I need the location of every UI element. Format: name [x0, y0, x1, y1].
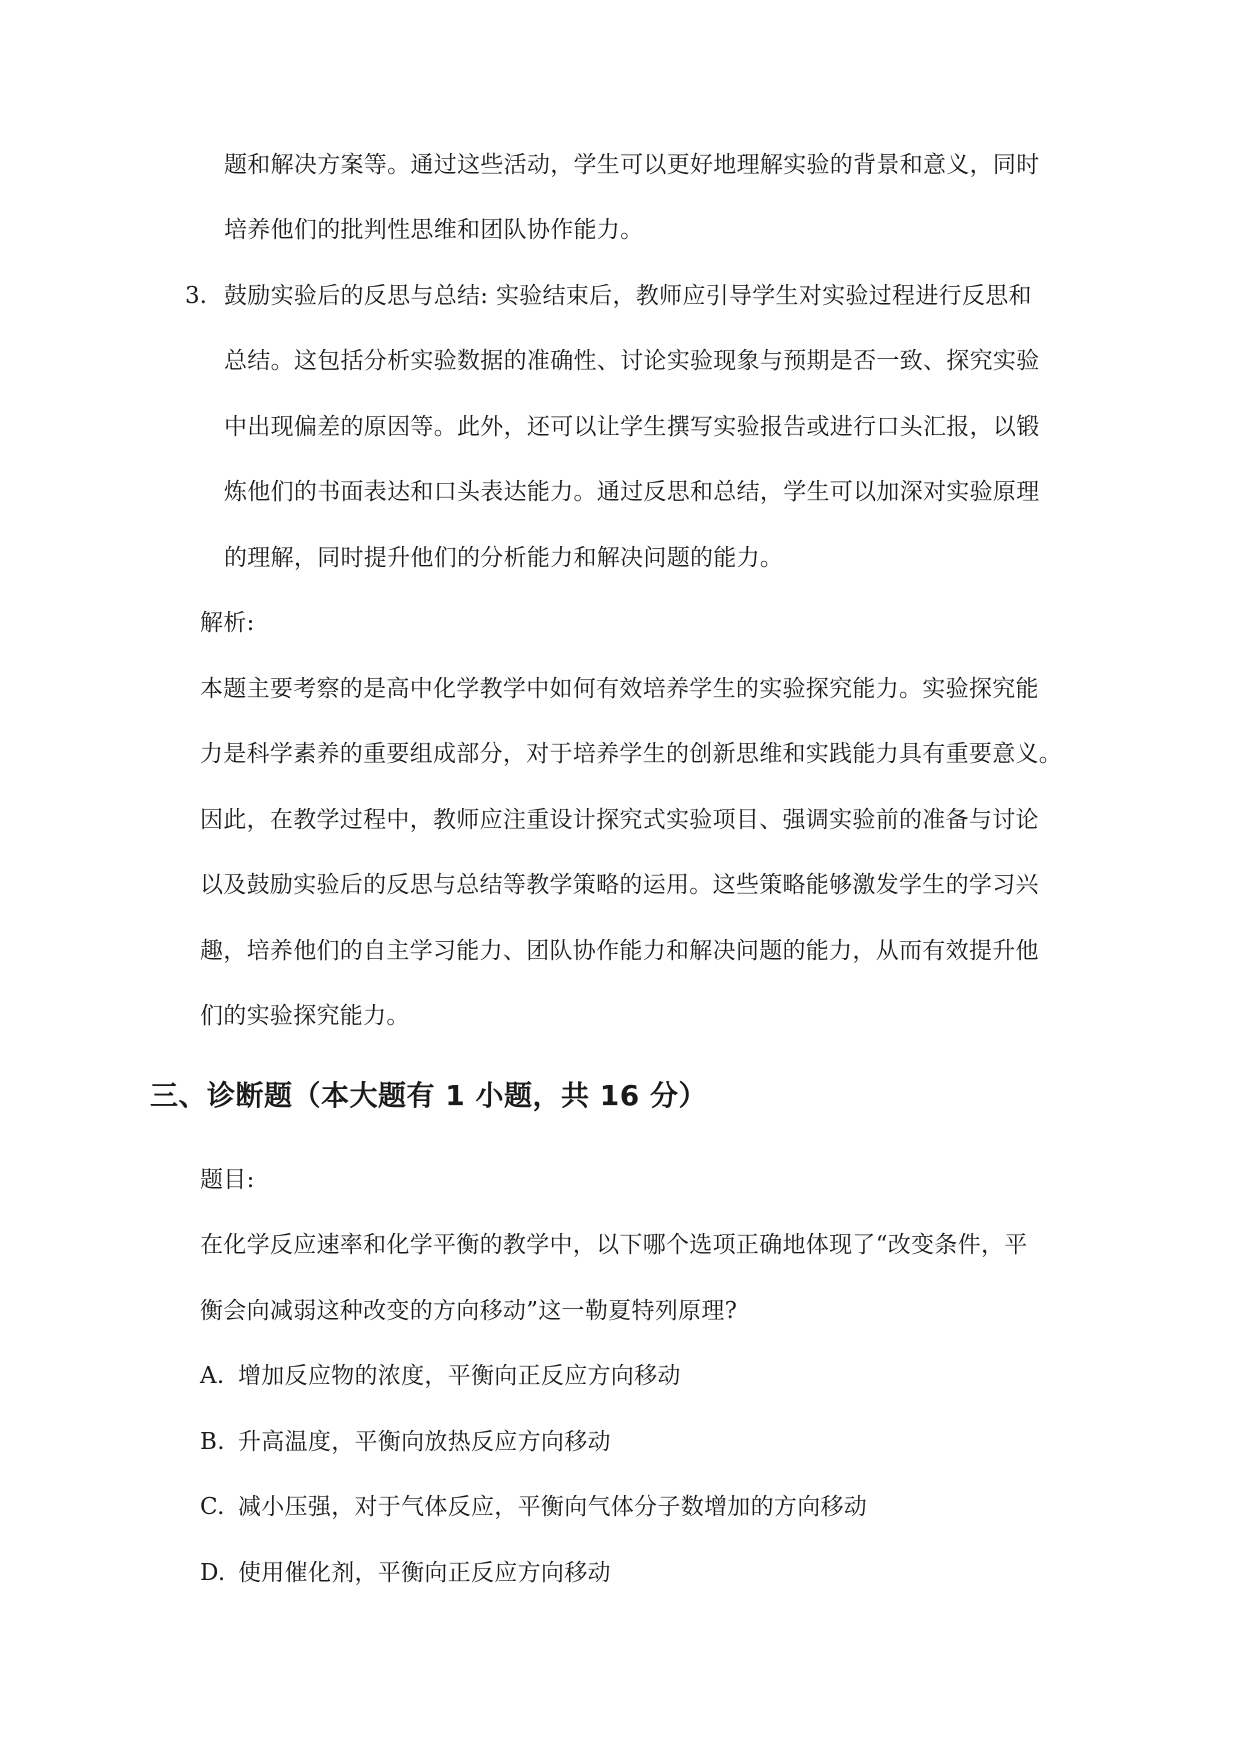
- analysis-line: 以及鼓励实验后的反思与总结等教学策略的运用。这些策略能够激发学生的学习兴: [200, 872, 1039, 898]
- question-line: 衡会向减弱这种改变的方向移动”这一勒夏特列原理?: [200, 1298, 738, 1324]
- option-text: 减小压强，对于气体反应，平衡向气体分子数增加的方向移动: [238, 1494, 868, 1520]
- option-b: [200, 1425, 611, 1459]
- section-heading: 三、诊断题（本大题有 1 小题，共 16 分）: [150, 1079, 707, 1112]
- option-letter: A.: [200, 1363, 225, 1389]
- list-item-line: 中出现偏差的原因等。此外，还可以让学生撰写实验报告或进行口头汇报，以锻: [224, 414, 1040, 440]
- option-d: [200, 1556, 611, 1590]
- analysis-line: 因此，在教学过程中，教师应注重设计探究式实验项目、强调实验前的准备与讨论: [200, 807, 1039, 833]
- option-text: 升高温度，平衡向放热反应方向移动: [238, 1429, 611, 1455]
- analysis-line: 本题主要考察的是高中化学教学中如何有效培养学生的实验探究能力。实验探究能: [200, 676, 1039, 702]
- option-text: 增加反应物的浓度，平衡向正反应方向移动: [238, 1363, 681, 1389]
- list-item-line: 总结。这包括分析实验数据的准确性、讨论实验现象与预期是否一致、探究实验: [224, 348, 1040, 374]
- option-a: [200, 1359, 681, 1393]
- list-item-line: 的理解，同时提升他们的分析能力和解决问题的能力。: [224, 545, 784, 571]
- list-item-line: 鼓励实验后的反思与总结: 实验结束后，教师应引导学生对实验过程进行反思和: [224, 283, 1032, 309]
- option-letter: D.: [200, 1560, 226, 1586]
- option-c: [200, 1490, 867, 1524]
- analysis-label: 解析:: [200, 610, 255, 636]
- analysis-line: 力是科学素养的重要组成部分，对于培养学生的创新思维和实践能力具有重要意义。: [200, 741, 1063, 767]
- question-label: 题目:: [200, 1167, 255, 1193]
- analysis-line: 趣，培养他们的自主学习能力、团队协作能力和解决问题的能力，从而有效提升他: [200, 938, 1039, 964]
- question-line: 在化学反应速率和化学平衡的教学中，以下哪个选项正确地体现了“改变条件，平: [200, 1232, 1028, 1258]
- analysis-line: 们的实验探究能力。: [200, 1003, 410, 1029]
- option-letter: C.: [200, 1494, 225, 1520]
- paragraph-line: 题和解决方案等。通过这些活动，学生可以更好地理解实验的背景和意义，同时: [224, 152, 1040, 178]
- paragraph-line: 培养他们的批判性思维和团队协作能力。: [224, 217, 644, 243]
- option-letter: B.: [200, 1429, 225, 1455]
- list-item-line: 炼他们的书面表达和口头表达能力。通过反思和总结，学生可以加深对实验原理: [224, 479, 1040, 505]
- option-text: 使用催化剂，平衡向正反应方向移动: [238, 1560, 611, 1586]
- list-item-number: 3.: [185, 283, 207, 309]
